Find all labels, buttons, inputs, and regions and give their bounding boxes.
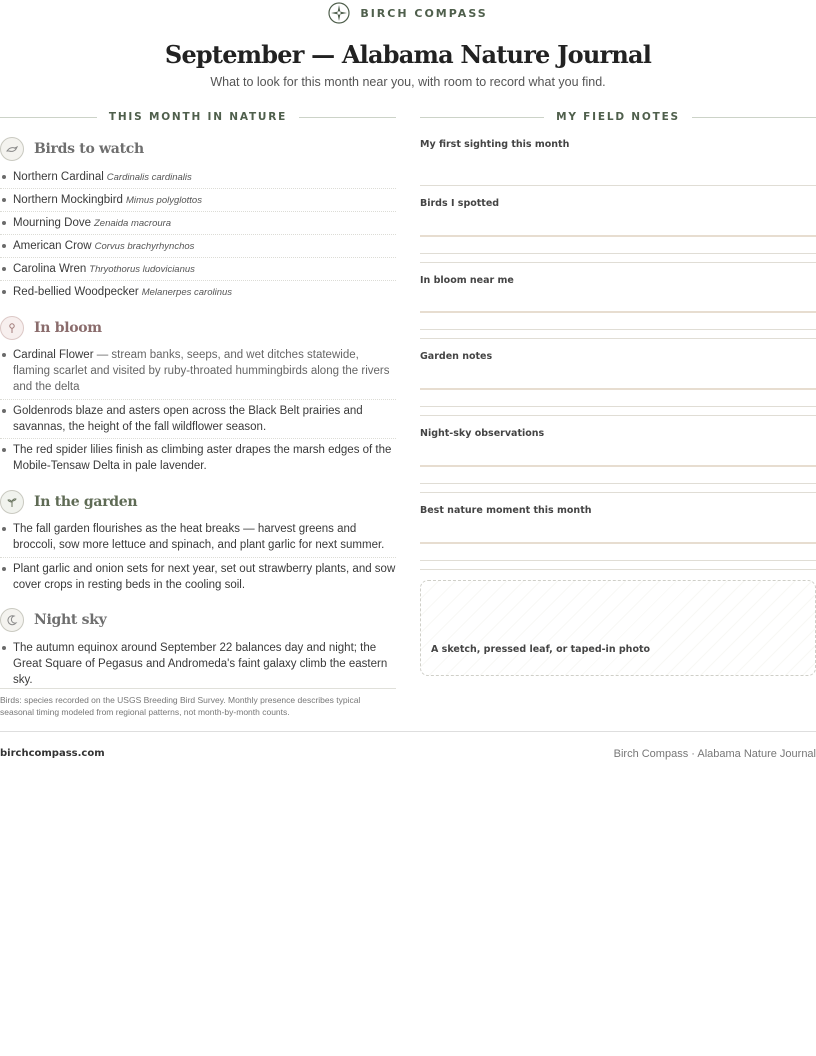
divider — [0, 557, 396, 558]
writing-line[interactable] — [420, 569, 816, 570]
writing-line[interactable] — [420, 311, 816, 313]
writing-line[interactable] — [420, 235, 816, 237]
writing-line[interactable] — [420, 338, 816, 339]
night-sky-item-text: The autumn equinox around September 22 balances day and night; the Great Square of Pegasus and Andromeda's faint galaxy climb the eastern sky. — [13, 642, 388, 686]
section-heading-label: THIS MONTH IN NATURE — [108, 111, 288, 123]
garden-item-text: The fall garden flourishes as the heat breaks — harvest greens and broccoli, sow more lettuce and spinach, and plant garlic for next summer. — [13, 523, 385, 551]
bloom-item — [0, 442, 396, 474]
bird-scientific-name: Mimus polyglottos — [125, 195, 202, 206]
bird-row — [0, 189, 396, 212]
bird-row — [0, 258, 396, 281]
bloom-item — [0, 347, 396, 395]
category-title: In the garden — [34, 494, 138, 510]
category-title: In bloom — [34, 320, 102, 336]
category-bloom — [0, 316, 102, 340]
category-title: Birds to watch — [34, 141, 144, 157]
brand-name: BIRCH COMPASS — [360, 6, 488, 20]
bird-row — [0, 281, 396, 304]
category-title: Night sky — [34, 612, 107, 628]
bird-icon — [0, 137, 24, 161]
writing-line[interactable] — [420, 483, 816, 484]
bloom-plant-description: — stream banks, seeps, and wet ditches statewide, flaming scarlet and visited by ruby-throated hummingbirds along the rivers and the delta — [13, 349, 390, 393]
flower-icon — [0, 316, 24, 340]
writing-line[interactable] — [420, 185, 816, 186]
moon-icon — [0, 608, 24, 632]
field-note-label: In bloom near me — [420, 275, 514, 286]
writing-line[interactable] — [420, 465, 816, 467]
divider — [0, 399, 396, 400]
bird-row — [0, 212, 396, 235]
page-subtitle: What to look for this month near you, with room to record what you find. — [210, 75, 606, 89]
bloom-plant-name: Cardinal Flower — [13, 349, 94, 361]
writing-line[interactable] — [420, 388, 816, 390]
bird-scientific-name: Zenaida macroura — [93, 218, 172, 229]
bird-common-name: Mourning Dove — [13, 217, 91, 229]
data-source-footnote: Birds: species recorded on the USGS Breeding Bird Survey. Monthly presence describes typical seasonal timing modeled from regional patterns, not month-by-month counts. — [0, 688, 396, 718]
sprout-icon — [0, 490, 24, 514]
bird-scientific-name: Thryothorus ludovicianus — [89, 264, 195, 275]
bird-scientific-name: Melanerpes carolinus — [141, 287, 233, 298]
bird-common-name: Red-bellied Woodpecker — [13, 286, 139, 298]
bird-row — [0, 235, 396, 258]
field-note-label: Best nature moment this month — [420, 505, 592, 516]
writing-line[interactable] — [420, 542, 816, 544]
garden-item — [0, 561, 396, 593]
divider — [0, 438, 396, 439]
night-sky-item — [0, 640, 396, 688]
field-note-label: Night-sky observations — [420, 428, 545, 439]
category-garden — [0, 490, 137, 514]
category-birds — [0, 137, 144, 161]
writing-line[interactable] — [420, 253, 816, 254]
writing-line[interactable] — [420, 329, 816, 330]
footer-journal-name: Birch Compass · Alabama Nature Journal — [613, 748, 816, 760]
field-note-label: Birds I spotted — [420, 198, 500, 209]
writing-line[interactable] — [420, 415, 816, 416]
field-note-label: Garden notes — [420, 351, 493, 362]
writing-line[interactable] — [420, 492, 816, 493]
bloom-item — [0, 403, 396, 435]
compass-icon — [328, 2, 350, 24]
bird-common-name: American Crow — [13, 240, 92, 252]
bird-common-name: Northern Cardinal — [13, 171, 104, 183]
bird-row — [0, 166, 396, 189]
field-note-label: My first sighting this month — [420, 139, 570, 150]
bird-scientific-name: Cardinalis cardinalis — [106, 172, 192, 183]
bird-scientific-name: Corvus brachyrhynchos — [94, 241, 195, 252]
footer-divider — [0, 731, 816, 732]
footer-website[interactable]: birchcompass.com — [0, 748, 105, 759]
section-heading-label: MY FIELD NOTES — [556, 111, 680, 123]
bloom-item-text: The red spider lilies finish as climbing aster drapes the marsh edges of the Mobile-Tensaw Delta in pale lavender. — [13, 444, 392, 472]
brand-header — [0, 2, 816, 24]
writing-line[interactable] — [420, 560, 816, 561]
section-heading-field-notes — [420, 110, 816, 124]
garden-item — [0, 521, 396, 553]
sketch-box-label: A sketch, pressed leaf, or taped-in photo — [431, 644, 651, 655]
sketch-box[interactable] — [420, 580, 816, 676]
section-heading-nature — [0, 110, 396, 124]
bloom-item-text: Goldenrods blaze and asters open across the Black Belt prairies and savannas, the height of the fall wildflower season. — [13, 405, 363, 433]
bird-common-name: Carolina Wren — [13, 263, 87, 275]
writing-line[interactable] — [420, 406, 816, 407]
bird-common-name: Northern Mockingbird — [13, 194, 123, 206]
page-title: September — Alabama Nature Journal — [164, 40, 652, 69]
garden-item-text: Plant garlic and onion sets for next year, set out strawberry plants, and sow cover crops in resting beds in the cooling soil. — [13, 563, 396, 591]
category-night-sky — [0, 608, 106, 632]
writing-line[interactable] — [420, 262, 816, 263]
